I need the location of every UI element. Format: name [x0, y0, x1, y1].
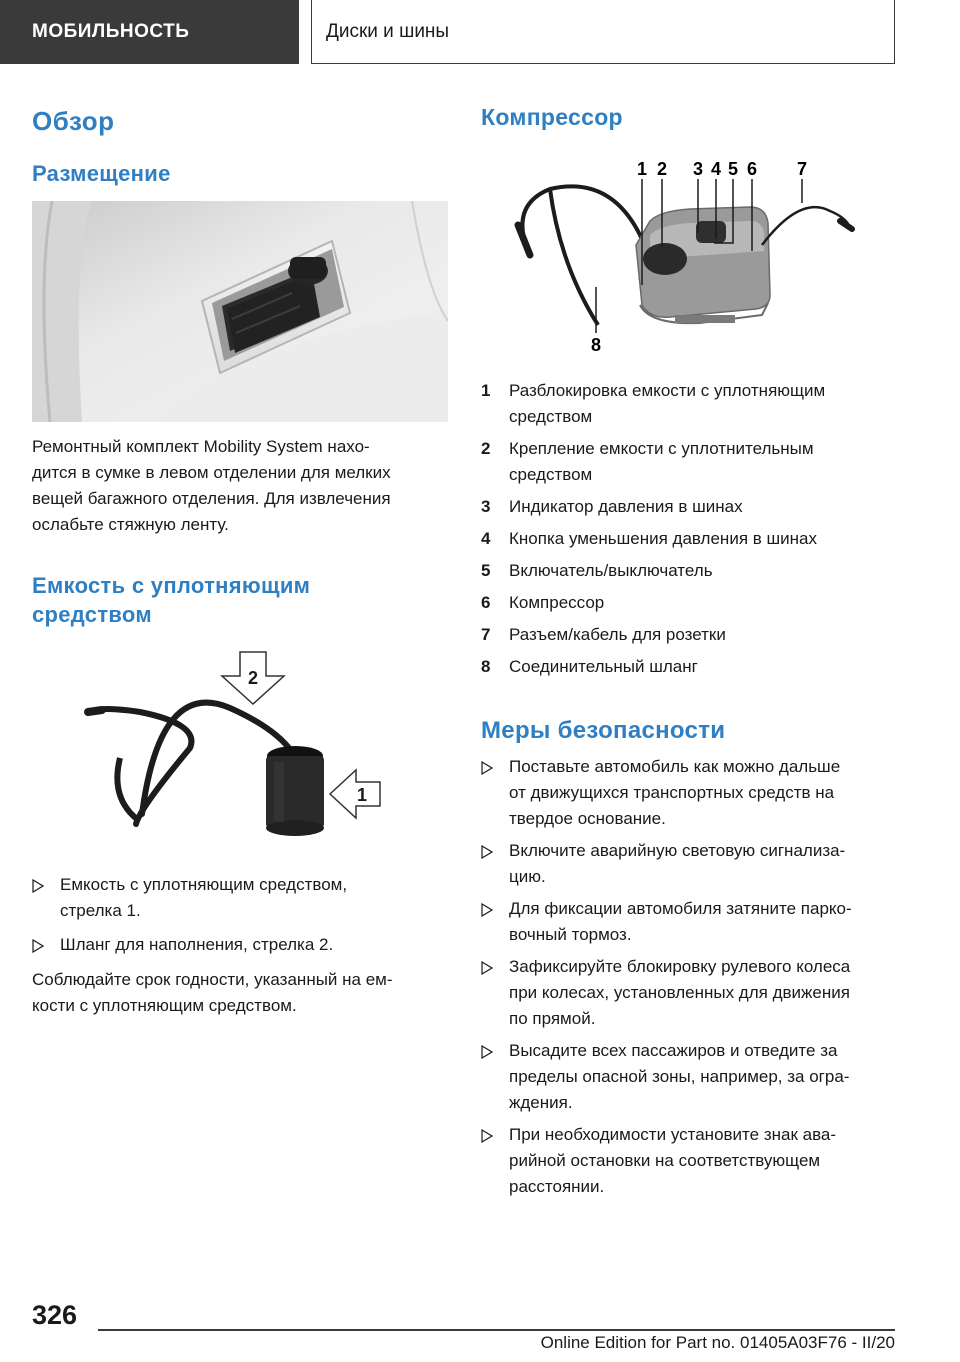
compressor-legend: [481, 378, 897, 680]
sealant-note-line: Соблюдайте срок годности, указанный на ем-: [32, 970, 393, 989]
arrow-left-icon: [330, 770, 380, 818]
sealant-heading: [32, 571, 310, 629]
callout-label: 2: [656, 159, 668, 179]
item-number: 7: [481, 625, 491, 644]
bullet-line: вочный тормоз.: [509, 925, 632, 944]
list-item: [481, 754, 901, 832]
arrow-down-icon: [222, 652, 284, 704]
location-line: вещей багажного отделения. Для извлечения: [32, 489, 391, 508]
triangle-right-icon: [32, 932, 60, 961]
bullet-line: расстоянии.: [509, 1177, 605, 1196]
sealant-bullet-list: [32, 872, 450, 1019]
bullet-line: Высадите всех пассажиров и отведите за: [509, 1041, 838, 1060]
chapter-title: Диски и шины: [326, 20, 450, 42]
trunk-photo: [32, 201, 448, 422]
bullet-line: при колесах, установленных для движения: [509, 983, 850, 1002]
triangle-right-icon: [481, 838, 509, 890]
item-line: Разъем/кабель для розетки: [509, 625, 726, 644]
item-number: 8: [481, 657, 491, 676]
arrow-label: 1: [356, 785, 368, 805]
bullet-line: Емкость с уплотняющим средством,: [60, 875, 348, 894]
bullet-line: Шланг для наполнения, стрелка 2.: [60, 935, 334, 954]
list-item: [481, 436, 897, 488]
bullet-line: от движущихся транспортных средств на: [509, 783, 835, 802]
list-item: [481, 590, 897, 616]
callout-label: 1: [636, 159, 648, 179]
item-line: Кнопка уменьшения давления в шинах: [509, 529, 817, 548]
item-number: 4: [481, 529, 491, 548]
bullet-line: рийной остановки на соответствующем: [509, 1151, 821, 1170]
list-item: [481, 838, 901, 890]
list-item: [481, 954, 901, 1032]
bullet-line: Зафиксируйте блокировку рулевого колеса: [509, 957, 851, 976]
callout-label: 6: [746, 159, 758, 179]
bullet-line: твердое основание.: [509, 809, 666, 828]
item-number: 1: [481, 381, 491, 400]
bullet-line: Для фиксации автомобиля затяните парко-: [509, 899, 852, 918]
callout-label: 8: [590, 335, 602, 355]
list-item: [481, 654, 897, 680]
callout-label: 5: [727, 159, 739, 179]
location-heading: Размещение: [32, 161, 171, 186]
item-number: 2: [481, 439, 491, 458]
bullet-line: стрелка 1.: [60, 901, 141, 920]
bullet-line: Поставьте автомобиль как можно дальше: [509, 757, 841, 776]
location-line: дится в сумке в левом отделении для мелких: [32, 463, 391, 482]
item-line: Включатель/выключатель: [509, 561, 713, 580]
item-number: 3: [481, 497, 491, 516]
safety-heading: Меры безопасности: [481, 717, 726, 744]
list-item: [481, 378, 897, 430]
page-number: 326: [32, 1300, 78, 1330]
list-item: [481, 494, 897, 520]
bullet-line: Включите аварийную световую сигнализа-: [509, 841, 846, 860]
item-number: 5: [481, 561, 491, 580]
footer-divider: [98, 1329, 895, 1331]
triangle-right-icon: [481, 954, 509, 1032]
callout-label: 4: [710, 159, 722, 179]
sealant-heading-line: средством: [32, 602, 152, 627]
item-line: Индикатор давления в шинах: [509, 497, 743, 516]
compressor-heading: Компрессор: [481, 104, 623, 130]
item-number: 6: [481, 593, 491, 612]
bullet-line: При необходимости установите знак ава-: [509, 1125, 837, 1144]
bullet-line: по прямой.: [509, 1009, 596, 1028]
compressor-figure: [500, 155, 860, 355]
item-line: Соединительный шланг: [509, 657, 698, 676]
callout-label: 7: [796, 159, 808, 179]
section-tab: [0, 0, 299, 64]
sealant-note-line: кости с уплотняющим средством.: [32, 996, 297, 1015]
overview-heading: Обзор: [32, 106, 115, 136]
callout-label: 3: [692, 159, 704, 179]
sealant-heading-line: Емкость с уплотняющим: [32, 573, 311, 598]
safety-bullet-list: [481, 754, 901, 1200]
chapter-tab: [311, 0, 895, 64]
list-item: [32, 872, 450, 924]
bullet-line: ждения.: [509, 1093, 573, 1112]
sealant-figure: [80, 648, 400, 848]
list-item: [481, 526, 897, 552]
list-item: [481, 622, 897, 648]
triangle-right-icon: [481, 1038, 509, 1116]
location-line: Ремонтный комплект Mobility System нахо-: [32, 437, 370, 456]
list-item: [481, 896, 901, 948]
item-line: Разблокировка емкости с уплотняющим: [509, 381, 826, 400]
triangle-right-icon: [481, 754, 509, 832]
list-item: [481, 558, 897, 584]
list-item: [481, 1038, 901, 1116]
section-title: МОБИЛЬНОСТЬ: [32, 21, 190, 42]
arrow-label: 2: [247, 668, 259, 688]
list-item: [481, 1122, 901, 1200]
item-line: Компрессор: [509, 593, 605, 612]
bullet-line: цию.: [509, 867, 546, 886]
location-line: ослабьте стяжную ленту.: [32, 515, 229, 534]
item-line: средством: [509, 465, 593, 484]
bullet-line: пределы опасной зоны, например, за огра-: [509, 1067, 850, 1086]
edition-info: Online Edition for Part no. 01405A03F76 - II/20: [540, 1333, 895, 1352]
triangle-right-icon: [481, 1122, 509, 1200]
location-text: [32, 434, 450, 538]
item-line: средством: [509, 407, 593, 426]
item-line: Крепление емкости с уплотнительным: [509, 439, 814, 458]
triangle-right-icon: [32, 872, 60, 924]
triangle-right-icon: [481, 896, 509, 948]
list-item: [32, 932, 450, 961]
